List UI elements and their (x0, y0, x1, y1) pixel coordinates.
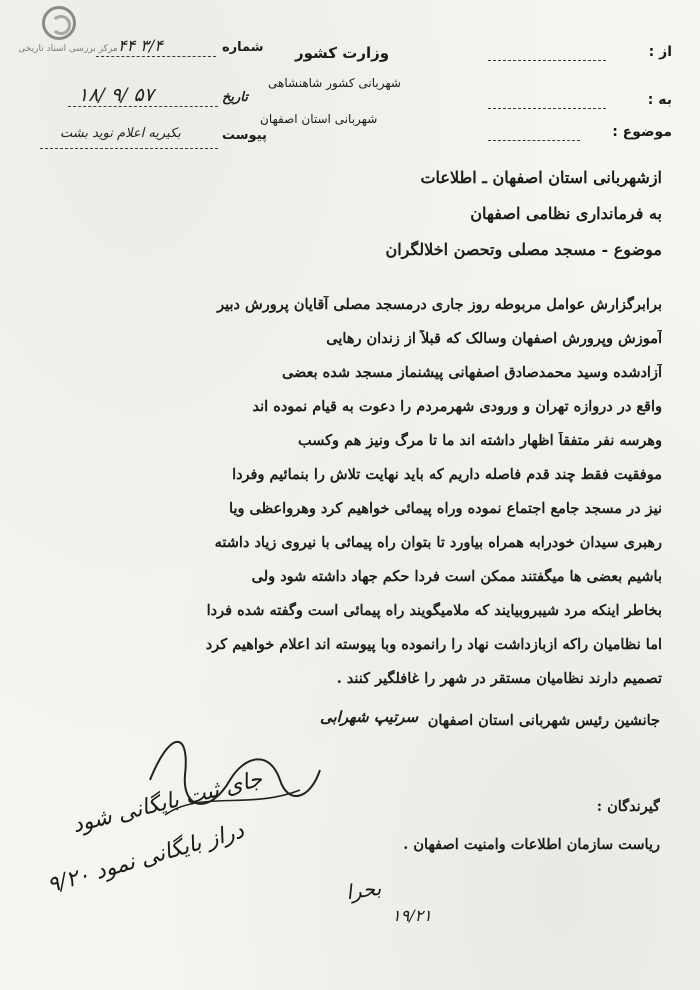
subject-line-text: موضوع - مسجد مصلی وتحصن اخلالگران (385, 240, 662, 259)
signature-scribble (130, 720, 330, 830)
attachment-value: بکیریه اعلام نوید بشت (60, 126, 181, 141)
from-label: از : (648, 44, 672, 60)
body-line-1: برابرگزارش عوامل مربوطه روز جاری درمسجد مصلی آقایان پرورش دبیر (217, 296, 662, 313)
to-address: به فرمانداری نظامی اصفهان (470, 204, 662, 223)
number-label: شماره (222, 40, 264, 55)
body-line-3: آزادشده وسید محمدصادق اصفهانی پیشنماز مسجد شده بعضی (281, 364, 662, 381)
handwritten-note-1: جای ثبت بایگانی شود (69, 766, 265, 839)
body-line-2: آموزش وپرورش اصفهان وسالک که قبلاً از زندان رهایی (326, 330, 662, 347)
body-line-4: واقع در دروازه تهران و ورودی شهرمردم را دعوت به قیام نموده اند (252, 398, 662, 415)
cc-label: گیرندگان : (596, 798, 660, 815)
attachment-line (40, 148, 218, 149)
subject-label: موضوع : (612, 124, 672, 140)
to-label: به : (647, 92, 672, 108)
letterhead-line2: شهربانی استان اصفهان (260, 112, 378, 126)
watermark (8, 6, 128, 62)
subject-line (488, 140, 580, 141)
body-line-7: نیز در مسجد جامع اجتماع نموده وراه پیمائی خواهیم کرد وهرواعظی ویا (229, 500, 662, 517)
body-line-9: باشیم بعضی ها میگفتند ممکن است فردا حکم جهاد داشته شود ولی (251, 568, 662, 585)
date-line (68, 106, 218, 107)
cc-recipient: ریاست سازمان اطلاعات وامنیت اصفهان . (403, 836, 660, 853)
body-line-5: وهرسه نفر متفقاً اظهار داشته اند ما تا مرگ ونیز هم وکسب (297, 432, 662, 449)
body-line-6: موفقیت فقط چند قدم فاصله داریم که باید نهایت تلاش را بنمائیم وفردا (232, 466, 662, 483)
handwritten-date: ۱۹/۲۱ (392, 906, 432, 925)
number-line (96, 56, 216, 57)
seal-name: سرتیپ شهرابی (320, 708, 419, 726)
handwritten-note-2: دراز بایگانی نمود ۹/۲۰ (44, 818, 247, 899)
from-address: ازشهربانی استان اصفهان ـ اطلاعات (420, 168, 662, 187)
date-label: تاریخ (222, 90, 248, 105)
watermark-text: مرکز بررسی اسناد تاریخی (18, 44, 118, 54)
body-line-8: رهبری سیدان خودرابه همراه بیاورد تا بتوان راه پیمائی با نیروی زیاد داشته (214, 534, 662, 551)
number-value: ۴۴ ۳/۴ (118, 36, 163, 55)
to-line (488, 108, 606, 109)
handwritten-signature: بحرا (344, 875, 383, 905)
letterhead-line1: شهربانی کشور شاهنشاهی (268, 76, 401, 90)
attachment-label: پیوست (222, 128, 267, 143)
date-value: ۱۸/ ۹/ ۵۷ (78, 84, 154, 106)
body-line-10: بخاطر اینکه مرد شیبروبیایند که ملامیگویند راه پیمائی است وگفته شده فردا (206, 602, 662, 619)
from-line (488, 60, 606, 61)
ministry-title: وزارت کشور (295, 44, 390, 62)
body-line-11: اما نظامیان راکه ازبازداشت نهاد را رانموده وبا پیوسته اند اعلام خواهیم کرد (205, 636, 662, 653)
closing-title: جانشین رئیس شهربانی استان اصفهان (427, 712, 660, 729)
archive-logo-icon (42, 6, 76, 40)
body-line-12: تصمیم دارند نظامیان مستقر در شهر را غافلگیر کنند . (336, 670, 662, 687)
